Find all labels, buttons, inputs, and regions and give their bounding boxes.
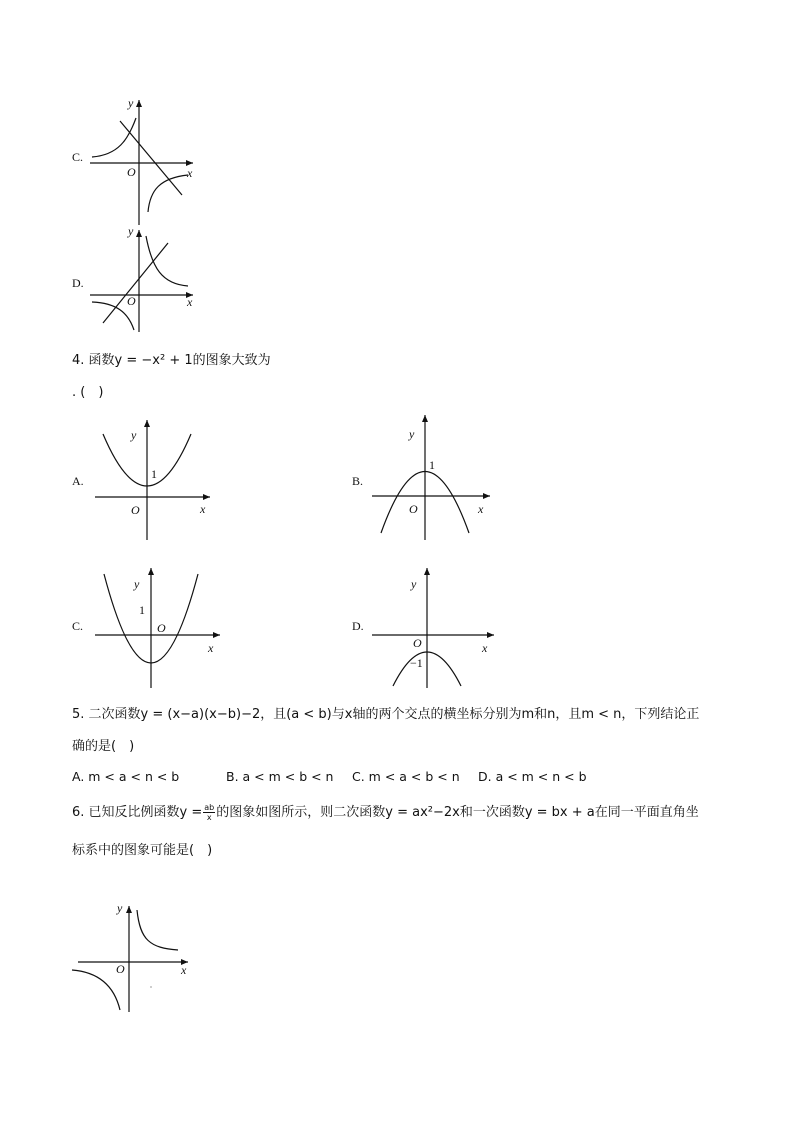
- q4-b-y-label: y: [409, 427, 415, 441]
- q4-option-a-label[interactable]: A.: [72, 474, 84, 488]
- q6-question-line2: 标系中的图象可能是( ): [72, 843, 213, 858]
- q4-question-text: 4. 函数y = −x² + 1的图象大致为: [72, 353, 271, 368]
- q3-d-origin-label: O: [127, 294, 136, 308]
- q6-graph-origin-label: O: [116, 962, 125, 976]
- q4-a-y-label: y: [131, 428, 137, 442]
- q4-c-y-label: y: [134, 577, 140, 591]
- q3-c-origin-label: O: [127, 165, 136, 179]
- q4-d-x-label: x: [482, 641, 488, 655]
- q4-a-origin-label: O: [131, 503, 140, 517]
- q4-d-y-label: y: [411, 577, 417, 591]
- q4-answer-blank: . ( ): [72, 385, 104, 400]
- q4-option-c-label[interactable]: C.: [72, 619, 84, 633]
- q5-question-line1: 5. 二次函数y = (x−a)(x−b)−2，且(a < b)与x轴的两个交点的横坐标分别为m和n，且m < n，下列结论正: [72, 707, 700, 722]
- q3-d-y-label: y: [128, 224, 134, 238]
- q3-option-d-label[interactable]: D.: [72, 276, 84, 290]
- q3-option-c-label[interactable]: C.: [72, 150, 84, 164]
- q4-c-mark-label: 1: [139, 603, 145, 617]
- q4-d-origin-label: O: [413, 636, 422, 650]
- q4-d-mark-label: −1: [410, 656, 423, 670]
- q5-question-line2: 确的是( ): [72, 739, 135, 754]
- q5-option-a[interactable]: A. m < a < n < b: [72, 769, 180, 784]
- q3-c-x-label: x: [187, 166, 193, 180]
- q5-option-b[interactable]: B. a < m < b < n: [226, 769, 334, 784]
- q4-a-mark-label: 1: [151, 467, 157, 481]
- q4-b-x-label: x: [478, 502, 484, 516]
- q4-c-origin-label: O: [157, 621, 166, 635]
- q4-a-x-label: x: [200, 502, 206, 516]
- q5-option-c[interactable]: C. m < a < b < n: [352, 769, 460, 784]
- q6-graph-x-label: x: [181, 963, 187, 977]
- q6-frac-denominator: x: [206, 813, 212, 822]
- q4-b-mark-label: 1: [429, 458, 435, 472]
- q6-prefix: 6. 已知反比例函数y =: [72, 805, 203, 820]
- q3-c-y-label: y: [128, 96, 134, 110]
- q3-d-x-label: x: [187, 295, 193, 309]
- q6-frac-numerator: ab: [204, 803, 215, 812]
- q5-option-d[interactable]: D. a < m < n < b: [478, 769, 587, 784]
- q4-option-d-label[interactable]: D.: [352, 619, 364, 633]
- q4-b-origin-label: O: [409, 502, 418, 516]
- q6-suffix: 的图象如图所示，则二次函数y = ax²−2x和一次函数y = bx + a在同一平面直角坐: [216, 805, 699, 820]
- q4-c-x-label: x: [208, 641, 214, 655]
- q6-graph-y-label: y: [117, 901, 123, 915]
- q4-option-b-label[interactable]: B.: [352, 474, 364, 488]
